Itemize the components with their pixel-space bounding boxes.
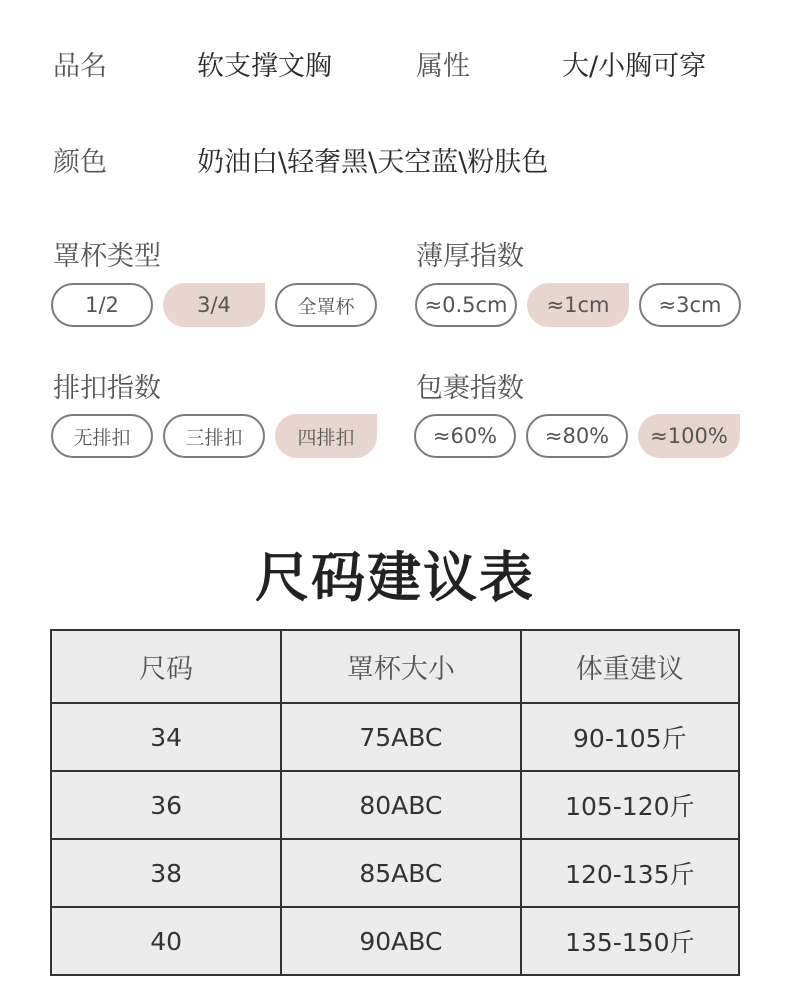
- color-label: 颜色: [53, 147, 107, 178]
- thickness-option-3cm[interactable]: ≈3cm: [639, 283, 741, 327]
- cell-weight: 135-150斤: [521, 907, 739, 975]
- thickness-options: [415, 283, 741, 327]
- cell-cup-size: 90ABC: [281, 907, 520, 975]
- size-table: [50, 629, 740, 976]
- cell-size: 34: [51, 703, 281, 771]
- coverage-option-80[interactable]: ≈80%: [526, 414, 628, 458]
- cell-weight: 105-120斤: [521, 771, 739, 839]
- cup-type-title: 罩杯类型: [53, 241, 161, 272]
- cell-size: 40: [51, 907, 281, 975]
- cup-type-options: [51, 283, 377, 327]
- thickness-option-0-5cm[interactable]: ≈0.5cm: [415, 283, 517, 327]
- product-name-value: 软支撑文胸: [197, 51, 332, 82]
- coverage-options: [414, 414, 740, 458]
- color-value: 奶油白\轻奢黑\天空蓝\粉肤色: [197, 147, 549, 178]
- table-row: [51, 771, 739, 839]
- header-size: 尺码: [51, 630, 281, 703]
- coverage-option-100[interactable]: ≈100%: [638, 414, 740, 458]
- hooks-option-three[interactable]: 三排扣: [163, 414, 265, 458]
- attribute-value: 大/小胸可穿: [562, 51, 707, 82]
- thickness-title: 薄厚指数: [416, 241, 524, 272]
- table-row: [51, 839, 739, 907]
- hooks-options: [51, 414, 377, 458]
- coverage-option-60[interactable]: ≈60%: [414, 414, 516, 458]
- cell-size: 38: [51, 839, 281, 907]
- table-row: [51, 703, 739, 771]
- product-name-label: 品名: [53, 51, 107, 82]
- cup-type-option-three-quarter[interactable]: 3/4: [163, 283, 265, 327]
- cell-cup-size: 80ABC: [281, 771, 520, 839]
- cell-size: 36: [51, 771, 281, 839]
- cell-cup-size: 75ABC: [281, 703, 520, 771]
- hooks-title: 排扣指数: [53, 373, 161, 404]
- coverage-title: 包裹指数: [416, 373, 524, 404]
- attribute-label: 属性: [416, 51, 470, 82]
- size-table-header-row: [51, 630, 739, 703]
- thickness-option-1cm[interactable]: ≈1cm: [527, 283, 629, 327]
- cell-weight: 120-135斤: [521, 839, 739, 907]
- cell-weight: 90-105斤: [521, 703, 739, 771]
- table-row: [51, 907, 739, 975]
- cup-type-option-full[interactable]: 全罩杯: [275, 283, 377, 327]
- hooks-option-none[interactable]: 无排扣: [51, 414, 153, 458]
- hooks-option-four[interactable]: 四排扣: [275, 414, 377, 458]
- cell-cup-size: 85ABC: [281, 839, 520, 907]
- cup-type-option-half[interactable]: 1/2: [51, 283, 153, 327]
- size-table-title: 尺码建议表: [255, 546, 535, 609]
- header-cup-size: 罩杯大小: [281, 630, 520, 703]
- header-weight: 体重建议: [521, 630, 739, 703]
